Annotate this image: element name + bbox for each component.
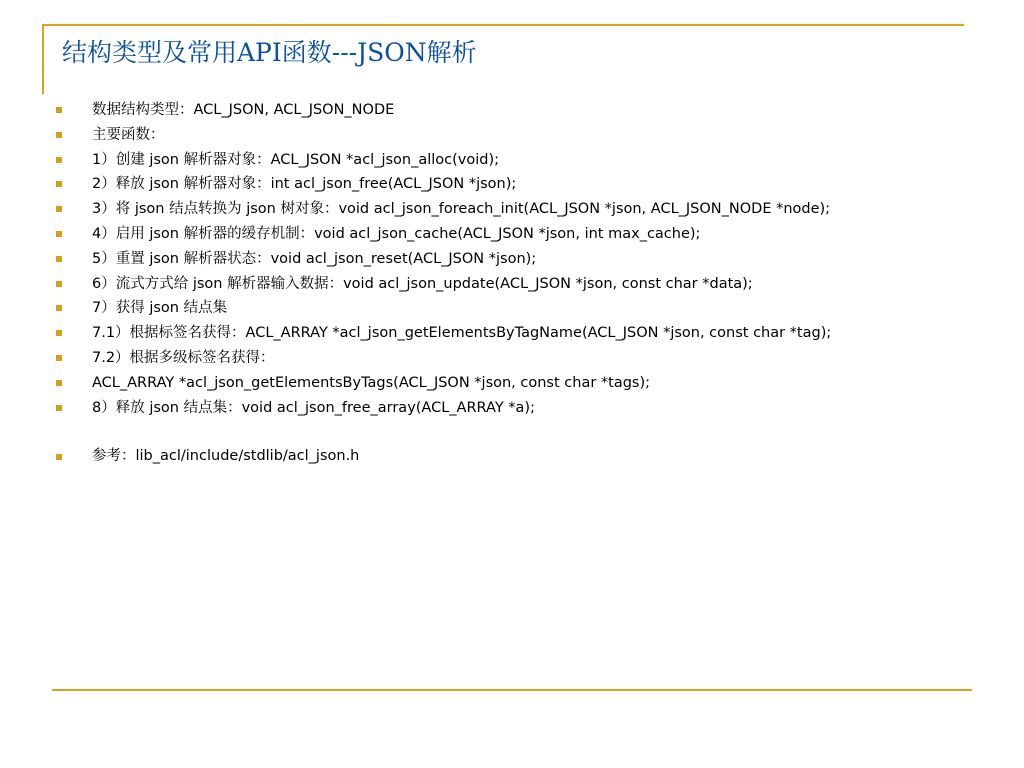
bullet-item: [56, 346, 956, 371]
square-bullet-icon: [56, 281, 62, 287]
bullet-text: 6）流式方式给 json 解析器输入数据：void acl_json_update(ACL_JSON *json, const char *data);: [92, 275, 753, 292]
bullet-item: [56, 371, 956, 396]
bullet-text: 7.1）根据标签名获得：ACL_ARRAY *acl_json_getElementsByTagName(ACL_JSON *json, const char *tag);: [92, 325, 832, 342]
square-bullet-icon: [56, 405, 62, 411]
square-bullet-icon: [56, 380, 62, 386]
bullet-item: [56, 272, 956, 297]
bullet-text: 4）启用 json 解析器的缓存机制：void acl_json_cache(ACL_JSON *json, int max_cache);: [92, 225, 701, 242]
square-bullet-icon: [56, 355, 62, 361]
bullet-item: [56, 148, 956, 173]
bullet-item: [56, 321, 956, 346]
bullet-item: [56, 296, 956, 321]
bullet-item: [56, 123, 956, 148]
bullet-text: 7）获得 json 结点集: [92, 300, 228, 317]
bullet-list: [56, 98, 956, 469]
slide-title: 结构类型及常用API函数---JSON解析: [62, 38, 477, 67]
bullet-item: [56, 172, 956, 197]
square-bullet-icon: [56, 181, 62, 187]
bullet-item-reference: [56, 420, 956, 469]
square-bullet-icon: [56, 330, 62, 336]
reference-text: 参考：lib_acl/include/stdlib/acl_json.h: [92, 448, 360, 465]
bullet-text: ACL_ARRAY *acl_json_getElementsByTags(ACL_JSON *json, const char *tags);: [92, 374, 651, 391]
bullet-text: 主要函数：: [92, 126, 165, 143]
bullet-item: [56, 98, 956, 123]
bullet-text: 1）创建 json 解析器对象：ACL_JSON *acl_json_alloc(void);: [92, 151, 500, 168]
square-bullet-icon: [56, 305, 62, 311]
square-bullet-icon: [56, 206, 62, 212]
bullet-text: 2）释放 json 解析器对象：int acl_json_free(ACL_JSON *json);: [92, 176, 517, 193]
bullet-item: [56, 396, 956, 421]
square-bullet-icon: [56, 107, 62, 113]
top-divider: [42, 24, 964, 26]
bullet-text: 5）重置 json 解析器状态：void acl_json_reset(ACL_JSON *json);: [92, 250, 537, 267]
bullet-text: 数据结构类型：ACL_JSON, ACL_JSON_NODE: [92, 102, 395, 118]
square-bullet-icon: [56, 454, 62, 460]
bottom-divider: [52, 689, 972, 691]
left-divider: [42, 24, 44, 94]
bullet-item: [56, 197, 956, 222]
bullet-item: [56, 247, 956, 272]
square-bullet-icon: [56, 256, 62, 262]
bullet-text: 3）将 json 结点转换为 json 树对象：void acl_json_foreach_init(ACL_JSON *json, ACL_JSON_NODE *node);: [92, 201, 831, 218]
bullet-item: [56, 222, 956, 247]
square-bullet-icon: [56, 157, 62, 163]
square-bullet-icon: [56, 231, 62, 237]
bullet-text: 8）释放 json 结点集：void acl_json_free_array(ACL_ARRAY *a);: [92, 399, 535, 416]
bullet-text: 7.2）根据多级标签名获得：: [92, 349, 275, 366]
square-bullet-icon: [56, 132, 62, 138]
